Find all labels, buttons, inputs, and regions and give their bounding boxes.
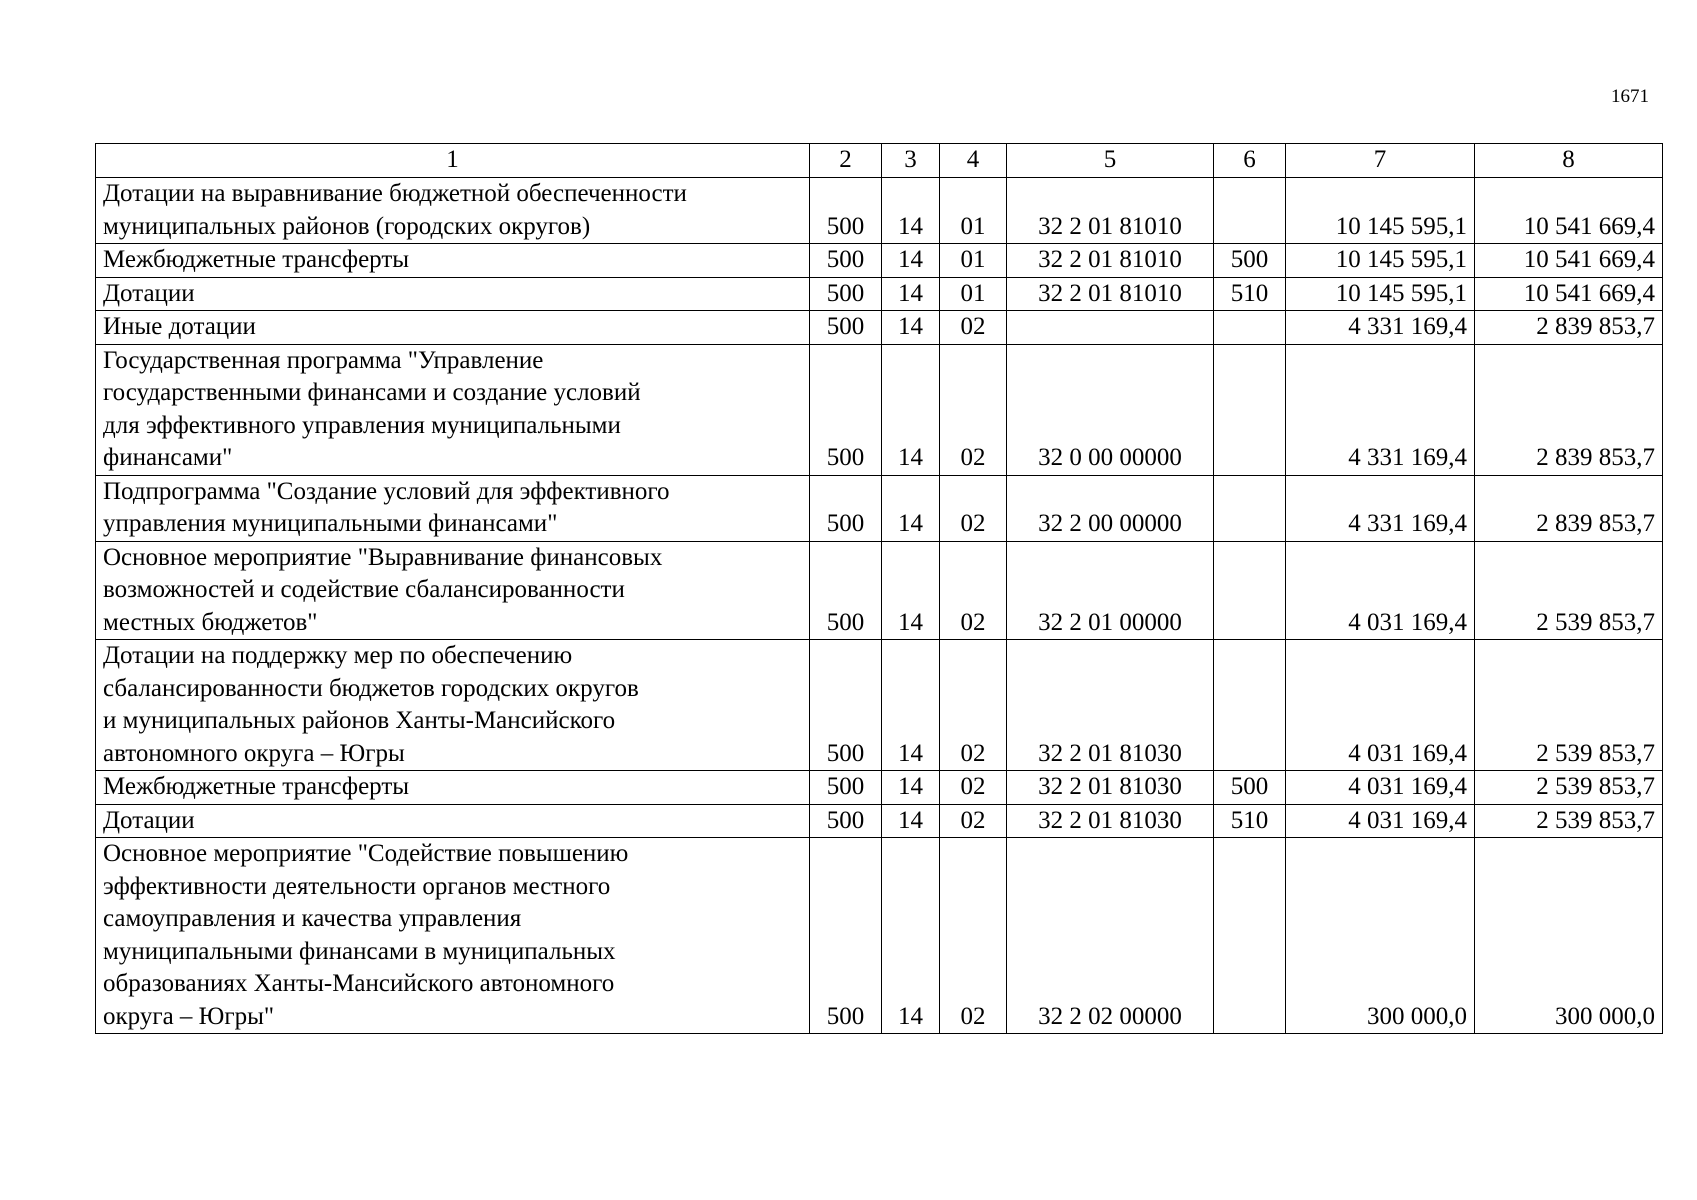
- col-4-cell: 02: [940, 771, 1007, 805]
- col-3-cell: 14: [882, 178, 940, 244]
- item-name-cell: [96, 804, 810, 838]
- col-5-cell: 32 2 01 81010: [1007, 178, 1214, 244]
- col-8-cell: 2 539 853,7: [1475, 771, 1663, 805]
- col-2-cell: 500: [810, 838, 882, 1034]
- col-6-cell: [1214, 311, 1286, 345]
- col-5-cell: 32 2 02 00000: [1007, 838, 1214, 1034]
- table-row: [96, 541, 1663, 640]
- item-name-cell: [96, 475, 810, 541]
- col-3-cell: 14: [882, 771, 940, 805]
- item-name-line: управления муниципальными финансами": [103, 510, 558, 537]
- header-col-8: 8: [1475, 144, 1663, 178]
- item-name-cell: [96, 277, 810, 311]
- header-col-4: 4: [940, 144, 1007, 178]
- col-8-cell: 2 539 853,7: [1475, 541, 1663, 640]
- item-name-line: Основное мероприятие "Выравнивание финансовых: [103, 543, 663, 571]
- item-name-line: Дотации на выравнивание бюджетной обеспеченности: [103, 180, 687, 207]
- col-2-cell: 500: [810, 244, 882, 278]
- col-6-cell: [1214, 475, 1286, 541]
- col-2-cell: 500: [810, 311, 882, 345]
- table-header-row: [96, 144, 1663, 178]
- col-6-cell: [1214, 541, 1286, 640]
- item-name-line: Дотации на поддержку мер по обеспечению: [103, 642, 573, 669]
- col-5-cell: 32 2 01 81010: [1007, 244, 1214, 278]
- header-col-2: 2: [810, 144, 882, 178]
- col-8-cell: 2 539 853,7: [1475, 640, 1663, 771]
- item-name-cell: [96, 344, 810, 475]
- col-6-cell: 500: [1214, 771, 1286, 805]
- col-6-cell: 510: [1214, 277, 1286, 311]
- col-7-cell: 10 145 595,1: [1286, 277, 1475, 311]
- col-3-cell: 14: [882, 640, 940, 771]
- col-4-cell: 02: [940, 838, 1007, 1034]
- item-name-line: автономного округа – Югры: [103, 739, 405, 767]
- item-name-line: местных бюджетов": [103, 608, 318, 636]
- col-5-cell: [1007, 311, 1214, 345]
- item-name-line: Дотации: [103, 806, 195, 834]
- col-4-cell: 02: [940, 640, 1007, 771]
- col-8-cell: 10 541 669,4: [1475, 277, 1663, 311]
- col-7-cell: 4 031 169,4: [1286, 771, 1475, 805]
- item-name-line: возможностей и содействие сбалансированности: [103, 576, 625, 603]
- col-2-cell: 500: [810, 475, 882, 541]
- col-3-cell: 14: [882, 804, 940, 838]
- col-7-cell: 300 000,0: [1286, 838, 1475, 1034]
- item-name-cell: [96, 541, 810, 640]
- col-6-cell: 510: [1214, 804, 1286, 838]
- col-4-cell: 01: [940, 244, 1007, 278]
- header-col-1: 1: [96, 144, 810, 178]
- budget-table: [95, 143, 1663, 1034]
- col-7-cell: 4 031 169,4: [1286, 541, 1475, 640]
- header-col-5: 5: [1007, 144, 1214, 178]
- table-row: [96, 771, 1663, 805]
- col-2-cell: 500: [810, 640, 882, 771]
- item-name-line: Подпрограмма "Создание условий для эффективного: [103, 477, 670, 505]
- col-6-cell: [1214, 178, 1286, 244]
- col-3-cell: 14: [882, 244, 940, 278]
- item-name-line: Государственная программа "Управление: [103, 346, 544, 374]
- col-7-cell: 4 031 169,4: [1286, 804, 1475, 838]
- item-name-line: Иные дотации: [103, 313, 256, 340]
- item-name-cell: [96, 311, 810, 345]
- table-row: [96, 640, 1663, 771]
- table-row: [96, 475, 1663, 541]
- col-4-cell: 02: [940, 344, 1007, 475]
- col-3-cell: 14: [882, 311, 940, 345]
- col-4-cell: 01: [940, 178, 1007, 244]
- col-4-cell: 02: [940, 311, 1007, 345]
- item-name-line: финансами": [103, 444, 233, 471]
- col-8-cell: 10 541 669,4: [1475, 178, 1663, 244]
- col-2-cell: 500: [810, 277, 882, 311]
- col-7-cell: 4 331 169,4: [1286, 344, 1475, 475]
- item-name-line: Дотации: [103, 279, 195, 307]
- table-row: [96, 244, 1663, 278]
- col-2-cell: 500: [810, 771, 882, 805]
- col-3-cell: 14: [882, 838, 940, 1034]
- col-6-cell: 500: [1214, 244, 1286, 278]
- col-5-cell: 32 2 01 81030: [1007, 771, 1214, 805]
- item-name-line: сбалансированности бюджетов городских округов: [103, 674, 639, 702]
- header-col-7: 7: [1286, 144, 1475, 178]
- header-col-6: 6: [1214, 144, 1286, 178]
- item-name-line: эффективности деятельности органов местного: [103, 872, 611, 900]
- col-4-cell: 02: [940, 475, 1007, 541]
- col-3-cell: 14: [882, 344, 940, 475]
- item-name-cell: [96, 244, 810, 278]
- table-row: [96, 178, 1663, 244]
- col-4-cell: 02: [940, 541, 1007, 640]
- col-8-cell: 2 839 853,7: [1475, 344, 1663, 475]
- item-name-line: муниципальными финансами в муниципальных: [103, 937, 616, 965]
- col-7-cell: 4 331 169,4: [1286, 311, 1475, 345]
- col-2-cell: 500: [810, 804, 882, 838]
- item-name-line: Межбюджетные трансферты: [103, 773, 410, 800]
- col-5-cell: 32 2 01 81030: [1007, 640, 1214, 771]
- col-3-cell: 14: [882, 277, 940, 311]
- item-name-cell: [96, 640, 810, 771]
- item-name-cell: [96, 771, 810, 805]
- col-8-cell: 10 541 669,4: [1475, 244, 1663, 278]
- table-row: [96, 838, 1663, 1034]
- col-7-cell: 4 331 169,4: [1286, 475, 1475, 541]
- col-8-cell: 300 000,0: [1475, 838, 1663, 1034]
- col-5-cell: 32 2 01 81030: [1007, 804, 1214, 838]
- col-7-cell: 10 145 595,1: [1286, 244, 1475, 278]
- col-4-cell: 02: [940, 804, 1007, 838]
- col-8-cell: 2 539 853,7: [1475, 804, 1663, 838]
- item-name-line: и муниципальных районов Ханты-Мансийского: [103, 707, 616, 734]
- table-row: [96, 344, 1663, 475]
- item-name-cell: [96, 838, 810, 1034]
- col-6-cell: [1214, 344, 1286, 475]
- item-name-line: Межбюджетные трансферты: [103, 246, 410, 273]
- col-6-cell: [1214, 640, 1286, 771]
- table-body: [96, 178, 1663, 1034]
- col-5-cell: 32 2 01 00000: [1007, 541, 1214, 640]
- col-6-cell: [1214, 838, 1286, 1034]
- item-name-line: государственными финансами и создание условий: [103, 379, 641, 406]
- col-8-cell: 2 839 853,7: [1475, 311, 1663, 345]
- col-5-cell: 32 2 00 00000: [1007, 475, 1214, 541]
- table-row: [96, 804, 1663, 838]
- col-4-cell: 01: [940, 277, 1007, 311]
- col-7-cell: 4 031 169,4: [1286, 640, 1475, 771]
- item-name-line: муниципальных районов (городских округов): [103, 212, 591, 240]
- item-name-line: самоуправления и качества управления: [103, 905, 522, 932]
- item-name-line: для эффективного управления муниципальными: [103, 411, 621, 439]
- item-name-line: образованиях Ханты-Мансийского автономного: [103, 970, 615, 997]
- page-number: 1671: [1611, 86, 1649, 107]
- col-5-cell: 32 0 00 00000: [1007, 344, 1214, 475]
- col-8-cell: 2 839 853,7: [1475, 475, 1663, 541]
- col-3-cell: 14: [882, 541, 940, 640]
- col-5-cell: 32 2 01 81010: [1007, 277, 1214, 311]
- col-7-cell: 10 145 595,1: [1286, 178, 1475, 244]
- col-2-cell: 500: [810, 344, 882, 475]
- table-row: [96, 277, 1663, 311]
- col-2-cell: 500: [810, 178, 882, 244]
- col-3-cell: 14: [882, 475, 940, 541]
- table-row: [96, 311, 1663, 345]
- col-2-cell: 500: [810, 541, 882, 640]
- item-name-line: округа – Югры": [103, 1002, 275, 1030]
- item-name-line: Основное мероприятие "Содействие повышению: [103, 840, 629, 867]
- item-name-cell: [96, 178, 810, 244]
- header-col-3: 3: [882, 144, 940, 178]
